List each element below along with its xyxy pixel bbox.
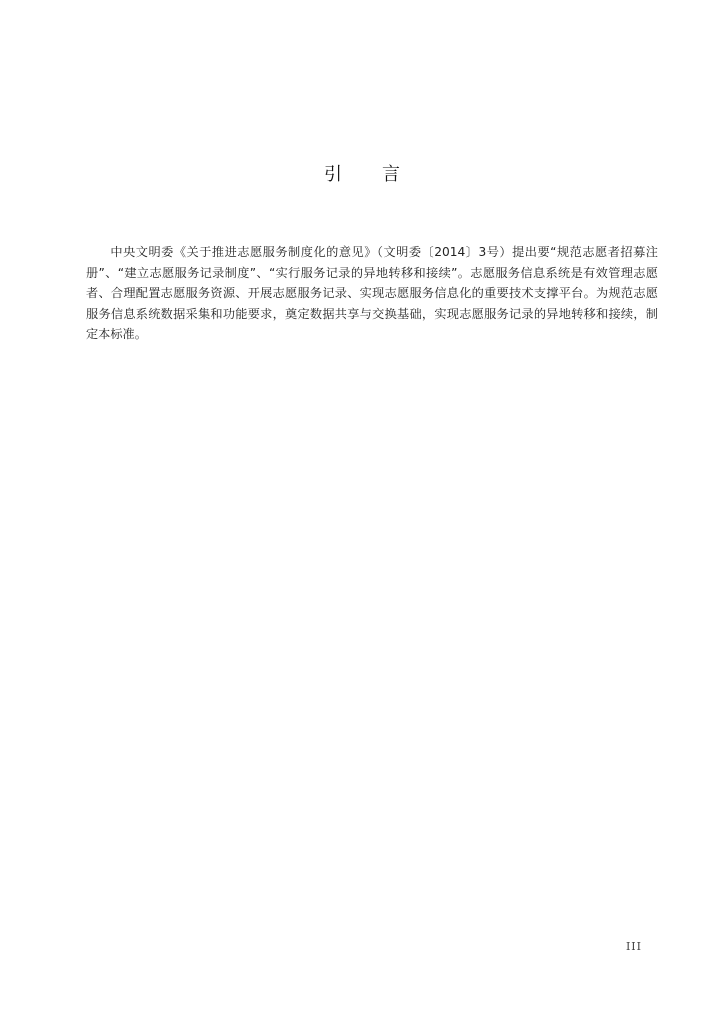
heading-char-1: 引 [324, 164, 342, 185]
introduction-paragraph: 中央文明委《关于推进志愿服务制度化的意见》（文明委〔2014〕3号）提出要“规范志愿者招募注册”、“建立志愿服务记录制度”、“实行服务记录的异地转移和接续”。志愿服务信息系统是有效管理志愿者、合理配置志愿服务资源、开展志愿服务记录、实现志愿服务信息化的重要技术支撑平台。为规范志愿服务信息系统数据采集和功能要求，奠定数据共享与交换基础，实现志愿服务记录的异地转移和接续，制定本标准。 [86, 245, 658, 341]
heading-char-2: 言 [382, 164, 400, 185]
page-number: III [625, 940, 642, 953]
section-heading [0, 160, 724, 186]
